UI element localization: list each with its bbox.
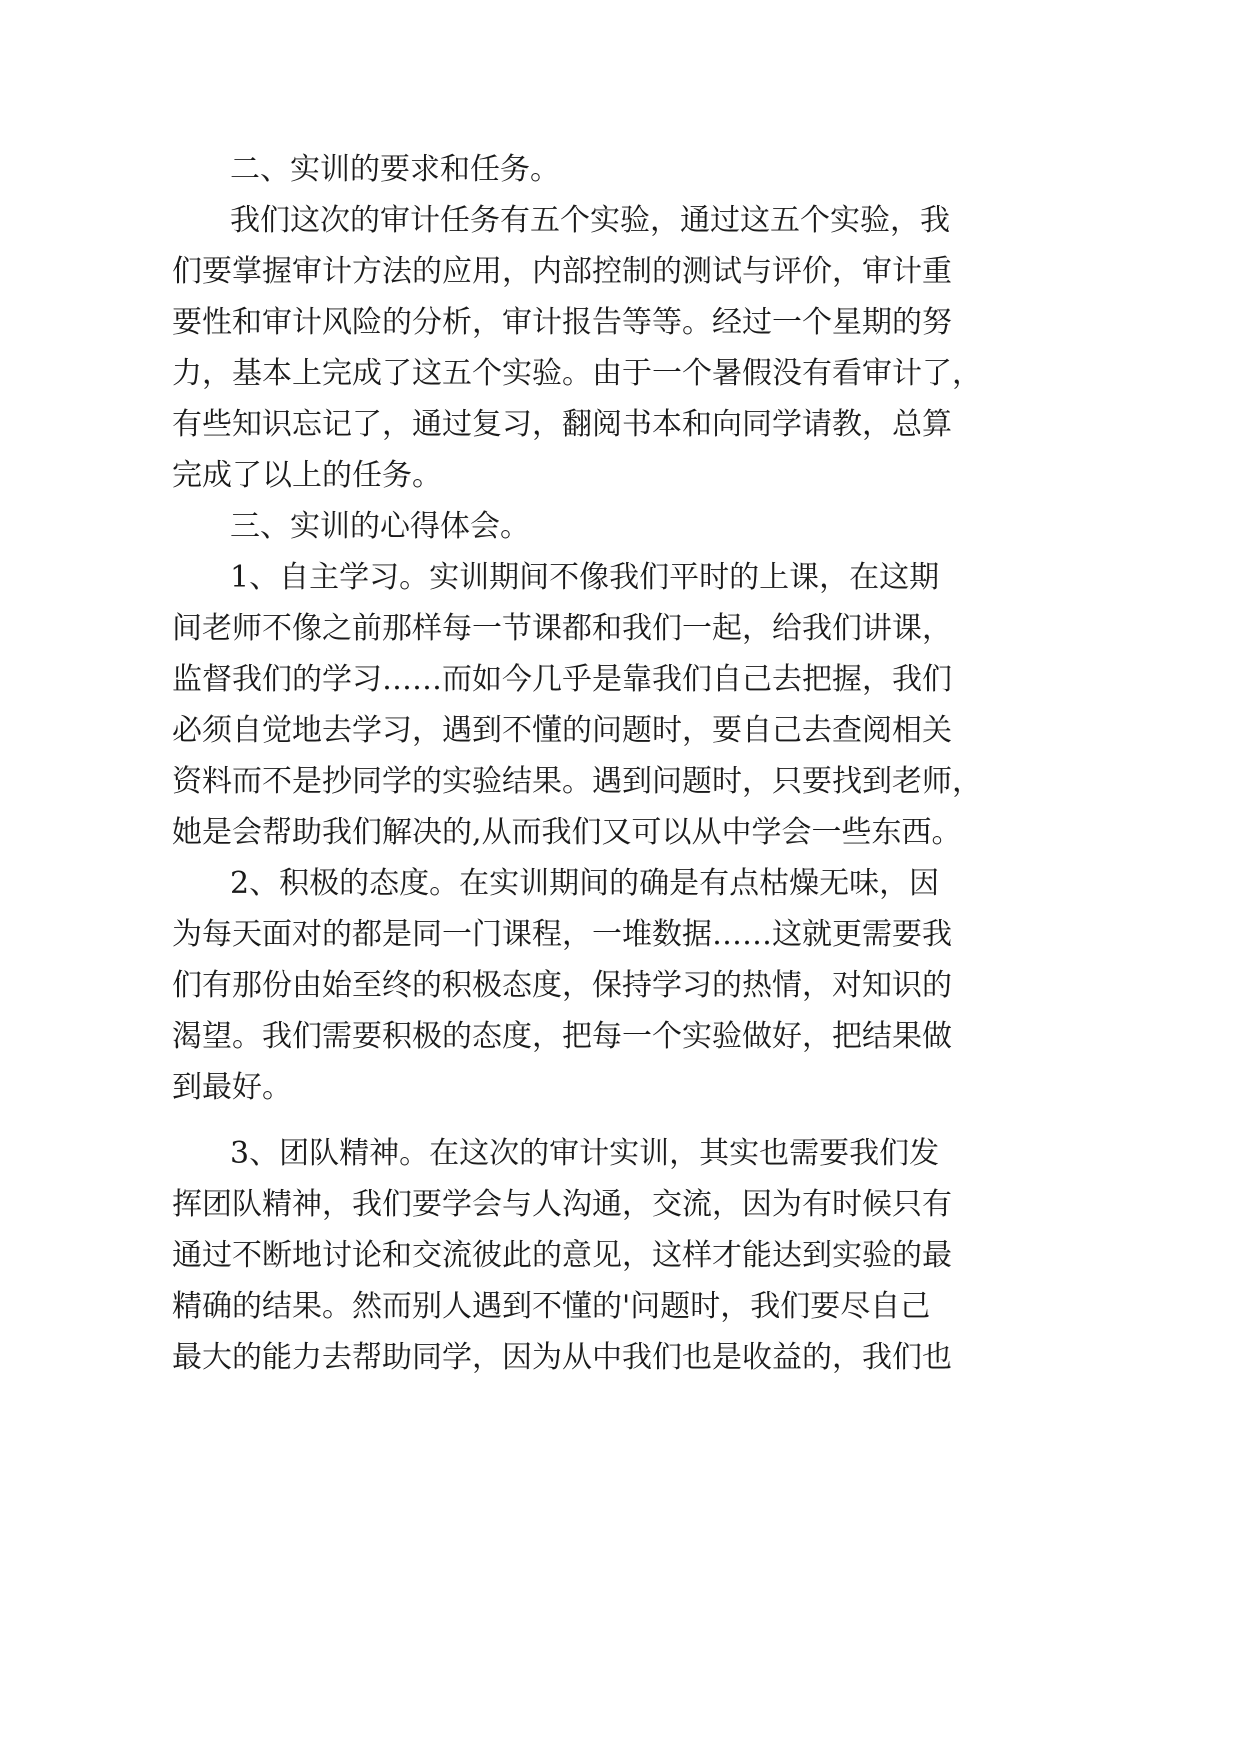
paragraph-line: 资料而不是抄同学的实验结果。遇到问题时，只要找到老师， (172, 764, 982, 799)
paragraph-line: 有些知识忘记了，通过复习，翻阅书本和向同学请教，总算 (172, 407, 952, 442)
paragraph-line: 通过不断地讨论和交流彼此的意见，这样才能达到实验的最 (172, 1238, 952, 1273)
paragraph-line: 监督我们的学习……而如今几乎是靠我们自己去把握，我们 (172, 662, 952, 697)
paragraph-line: 间老师不像之前那样每一节课都和我们一起，给我们讲课， (172, 611, 952, 646)
paragraph-line: 力，基本上完成了这五个实验。由于一个暑假没有看审计了， (172, 356, 982, 391)
paragraph-line: 挥团队精神，我们要学会与人沟通，交流，因为有时候只有 (172, 1187, 952, 1222)
paragraph-line: 完成了以上的任务。 (172, 458, 442, 493)
paragraph-line: 要性和审计风险的分析，审计报告等等。经过一个星期的努 (172, 305, 952, 340)
paragraph-line: 们有那份由始至终的积极态度，保持学习的热情，对知识的 (172, 968, 952, 1003)
section-heading: 三、实训的心得体会。 (230, 509, 530, 544)
paragraph-line: 渴望。我们需要积极的态度，把每一个实验做好，把结果做 (172, 1019, 952, 1054)
paragraph-line: 最大的能力去帮助同学，因为从中我们也是收益的，我们也 (172, 1340, 952, 1375)
paragraph-line: 们要掌握审计方法的应用，内部控制的测试与评价，审计重 (172, 254, 952, 289)
paragraph-line: 1、自主学习。实训期间不像我们平时的上课，在这期 (230, 560, 940, 595)
paragraph-line: 2、积极的态度。在实训期间的确是有点枯燥无味，因 (230, 866, 940, 901)
paragraph-line: 为每天面对的都是同一门课程，一堆数据……这就更需要我 (172, 917, 952, 952)
paragraph-line: 精确的结果。然而别人遇到不懂的'问题时，我们要尽自己 (172, 1289, 931, 1324)
paragraph-line: 到最好。 (172, 1070, 292, 1105)
paragraph-line: 我们这次的审计任务有五个实验，通过这五个实验，我 (230, 203, 950, 238)
paragraph-line: 必须自觉地去学习，遇到不懂的问题时，要自己去查阅相关 (172, 713, 952, 748)
section-heading: 二、实训的要求和任务。 (230, 152, 560, 187)
paragraph-line: 她是会帮助我们解决的,从而我们又可以从中学会一些东西。 (172, 815, 962, 850)
paragraph-line: 3、团队精神。在这次的审计实训，其实也需要我们发 (230, 1136, 940, 1171)
